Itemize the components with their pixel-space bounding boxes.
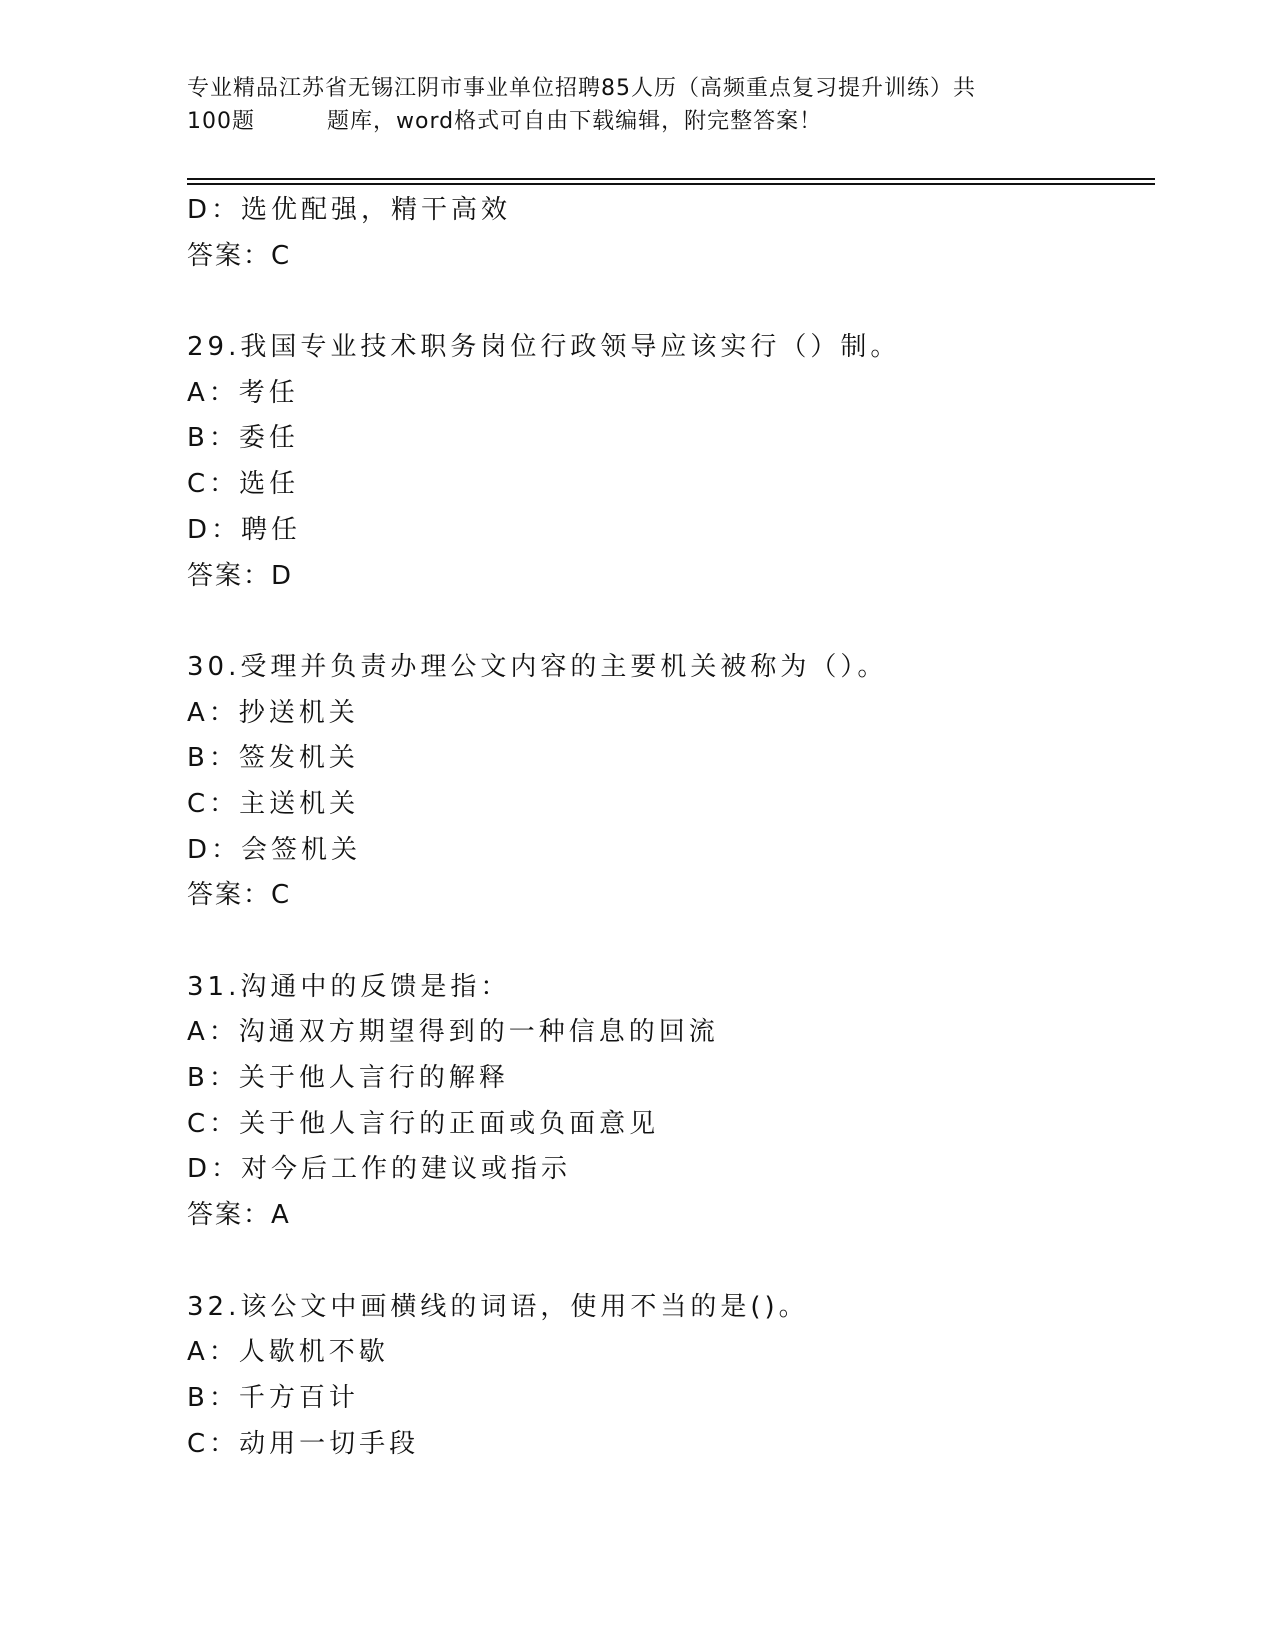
- header-description: 题库，word格式可自由下载编辑，附完整答案！: [327, 109, 823, 134]
- question-stem: 29.我国专业技术职务岗位行政领导应该实行（）制。: [187, 332, 901, 363]
- option-d: D：聘任: [187, 514, 302, 545]
- header-rule-bottom: [187, 183, 1155, 185]
- option-d: D：对今后工作的建议或指示: [187, 1154, 572, 1185]
- question-stem: 32.该公文中画横线的词语，使用不当的是()。: [187, 1291, 809, 1322]
- option-b: B：千方百计: [187, 1382, 359, 1413]
- header-title-line-1: 专业精品江苏省无锡江阴市事业单位招聘85人历（高频重点复习提升训练）共: [187, 76, 976, 101]
- question-31: [187, 965, 1155, 1239]
- option-b: B：签发机关: [187, 743, 359, 774]
- question-stem: 31.沟通中的反馈是指：: [187, 971, 511, 1002]
- header-title-line-2: [187, 105, 1087, 138]
- option-c: C：关于他人言行的正面或负面意见: [187, 1108, 660, 1139]
- option-a: A：考任: [187, 377, 299, 408]
- header-rule-top: [187, 178, 1155, 180]
- document-header: [187, 72, 1087, 138]
- previous-option-d: D：选优配强，精干高效: [187, 195, 512, 225]
- option-a: A：人歇机不歇: [187, 1337, 389, 1368]
- option-d: D：会签机关: [187, 834, 362, 865]
- spacer: [187, 1239, 1155, 1285]
- question-30: [187, 645, 1155, 919]
- question-29: [187, 325, 1155, 599]
- option-a: A：沟通双方期望得到的一种信息的回流: [187, 1017, 719, 1048]
- option-b: B：关于他人言行的解释: [187, 1063, 509, 1094]
- question-list: [187, 188, 1155, 1467]
- question-stem: 30.受理并负责办理公文内容的主要机关被称为（）。: [187, 651, 888, 682]
- spacer: [187, 599, 1155, 645]
- option-c: C：动用一切手段: [187, 1428, 420, 1459]
- header-question-count: 100题: [187, 109, 255, 134]
- previous-answer: 答案：C: [187, 240, 292, 271]
- spacer: [187, 279, 1155, 325]
- option-b: B：委任: [187, 423, 299, 454]
- option-a: A：抄送机关: [187, 697, 359, 728]
- answer: 答案：A: [187, 1200, 291, 1231]
- answer: 答案：D: [187, 560, 294, 591]
- spacer: [187, 919, 1155, 965]
- question-32: [187, 1285, 1155, 1468]
- option-c: C：选任: [187, 469, 300, 500]
- option-c: C：主送机关: [187, 788, 360, 819]
- answer: 答案：C: [187, 880, 292, 911]
